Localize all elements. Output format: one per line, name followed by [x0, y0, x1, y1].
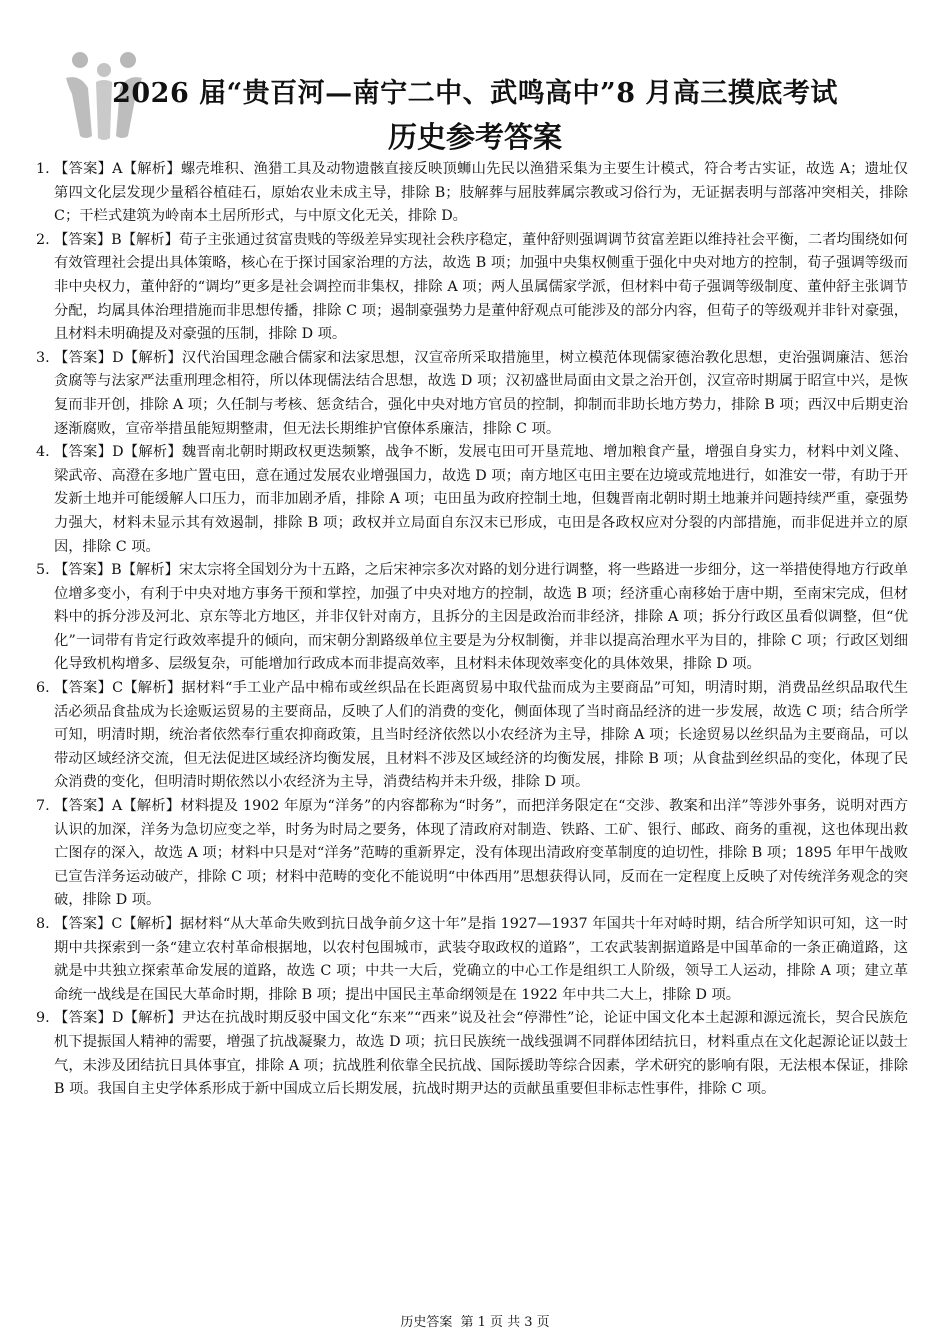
page-footer — [0, 1314, 950, 1332]
answer-text: 【答案】A【解析】螺壳堆积、渔猎工具及动物遗骸直接反映顶蛳山先民以渔猎采集为主要生计模式，符合考古实证，故选 A；遗址仅第四文化层发现少量稻谷植硅石，原始农业未成主导，排除 B；肢解葬与屈肢葬属宗教或习俗行为，无证据表明与部落冲突相关，排除 C；干栏式建筑为岭南本土居所形式，与中原文化无关，排除 D。 — [54, 161, 908, 225]
answer-number: 2. — [36, 231, 50, 248]
document-subtitle: 历史参考答案 — [387, 120, 562, 154]
footer-label: 历史答案 — [400, 1315, 453, 1330]
answer-number: 4. — [36, 444, 50, 461]
answer-text: 【答案】C【解析】据材料“从大革命失败到抗日战争前夕这十年”是指 1927—1937 年国共十年对峙时期，结合所学知识可知，这一时期中共探索到一条“建立农村革命根据地，以农村包围城市，武装夺取政权的道路”，工农武装割据道路是中国革命的一条正确道路，这就是中共独立探索革命发展的道路，故选 C 项；中共一大后，党确立的中心工作是组织工人阶级，领导工人运动，排除 A 项；建立革命统一战线是在国民大革命时期，排除 B 项；提出中国民主革命纲领是在 1922 年中共二大上，排除 D 项。 — [54, 916, 908, 1003]
answer-item — [36, 158, 908, 229]
answer-text: 【答案】D【解析】汉代治国理念融合儒家和法家思想，汉宣帝所采取措施里，树立模范体现儒家德治教化思想，吏治强调廉洁、惩治贪腐等与法家严法重刑理念相符，所以体现儒法结合思想，故选 D 项；汉初盛世局面由文景之治开创，汉宣帝时期属于昭宣中兴，是恢复而非开创，排除 A 项；久任制与考核、惩贪结合，强化中央对地方官员的控制，抑制而非助长地方势力，排除 B 项；西汉中后期吏治逐渐腐败，宣帝举措虽能短期整肃，但无法长期维护官僚体系廉洁，排除 C 项。 — [54, 349, 908, 437]
footer-page-number: 第 1 页 共 3 页 — [460, 1315, 550, 1330]
answer-item — [36, 677, 908, 795]
answer-item — [36, 441, 908, 559]
answer-item — [36, 229, 908, 347]
answer-item — [36, 795, 908, 913]
answer-number: 6. — [36, 680, 50, 697]
answer-number: 9. — [36, 1010, 50, 1027]
answer-number: 8. — [36, 916, 50, 932]
answer-item — [36, 913, 908, 1007]
answer-text: 【答案】D【解析】尹达在抗战时期反驳中国文化“东来”“西来”说及社会“停滞性”论，论证中国文化本土起源和源远流长，契合民族危机下提振国人精神的需要，增强了抗战凝聚力，故选 D 项；抗日民族统一战线强调不同群体团结抗日，材料重点在文化起源论证以鼓士气，未涉及团结抗日具体事宜，排除 A 项；抗战胜利依靠全民抗战、国际援助等综合因素，学术研究的影响有限，无法根本保证，排除 B 项。我国自主史学体系形成于新中国成立后长期发展，抗战时期尹达的贡献虽重要但非标志性事件，排除 C 项。 — [54, 1010, 908, 1098]
exam-title: 2026 届“贵百河—南宁二中、武鸣高中”8 月高三摸底考试 — [112, 78, 838, 109]
answer-item — [36, 1007, 908, 1101]
answer-number: 7. — [36, 798, 50, 815]
answer-item — [36, 347, 908, 441]
answer-text: 【答案】D【解析】魏晋南北朝时期政权更迭频繁，战争不断，发展屯田可开垦荒地、增加粮食产量，增强自身实力，材料中刘义隆、梁武帝、高澄在多地广置屯田，意在通过发展农业增强国力，故选 D 项；南方地区屯田主要在边境或荒地进行，如淮安一带，有助于开发新土地并可能缓解人口压力，而非加剧矛盾，排除 A 项；屯田虽为政府控制土地，但魏晋南北朝时期土地兼并问题持续严重，豪强势力强大，材料未显示其有效遏制，排除 B 项；政权并立局面自东汉末已形成，屯田是各政权应对分裂的内部措施，而非促进并立的原因，排除 C 项。 — [54, 444, 908, 555]
answer-text: 【答案】C【解析】据材料“手工业产品中棉布或丝织品在长距离贸易中取代盐而成为主要商品”可知，明清时期，消费品丝织品取代生活必须品食盐成为长途贩运贸易的主要商品，反映了人们的消费的变化，侧面体现了当时商品经济的进一步发展，故选 C 项；结合所学可知，明清时期，统治者依然奉行重农抑商政策，且当时经济依然以小农经济为主导，排除 A 项；长途贸易以丝织品为主要商品，可以带动区域经济交流，但无法促进区域经济均衡发展，且材料不涉及区域经济的均衡发展，排除 B 项；从食盐到丝织品的变化，体现了民众消费的变化，但明清时期依然以小农经济为主导，消费结构并未升级，排除 D 项。 — [54, 680, 908, 791]
answer-number: 3. — [36, 349, 50, 366]
answer-item — [36, 559, 908, 677]
answer-list — [36, 158, 908, 1102]
answer-text: 【答案】B【解析】宋太宗将全国划分为十五路，之后宋神宗多次对路的划分进行调整，将一些路进一步细分，这一举措使得地方行政单位增多变小，有利于中央对地方事务干预和掌控，加强了中央对地方的控制，故选 B 项；经济重心南移始于唐中期，至南宋完成，但材料中的拆分涉及河北、京东等北方地区，并非仅针对南方，且拆分的主因是政治而非经济，排除 A 项；拆分行政区虽看似调整，但“优化”一词带有肯定行政效率提升的倾向，而宋朝分割路级单位主要是为分权制衡，并非以提高治理水平为目的，排除 C 项；行政区划细化导致机构增多、层级复杂，可能增加行政成本而非提高效率，且材料未体现效率变化的具体效果，排除 D 项。 — [54, 562, 909, 673]
answer-text: 【答案】A【解析】材料提及 1902 年原为“洋务”的内容都称为“时务”，而把洋务限定在“交涉、教案和出洋”等涉外事务，说明对西方认识的加深，洋务为急切应变之举，时务为时局之要务，体现了清政府对制造、铁路、工矿、银行、邮政、商务的重视，这也体现出救亡图存的深入，故选 A 项；材料中只是对“洋务”范畴的重新界定，没有体现出清政府变革制度的迫切性，排除 B 项；1895 年甲午战败已宣告洋务运动破产，排除 C 项；材料中范畴的变化不能说明“中体西用”思想获得认同，反而在一定程度上反映了对传统洋务观念的突破，排除 D 项。 — [54, 798, 908, 909]
answer-number: 5. — [36, 562, 50, 579]
answer-number: 1. — [36, 161, 50, 177]
answer-text: 【答案】B【解析】荀子主张通过贫富贵贱的等级差异实现社会秩序稳定，董仲舒则强调调节贫富差距以维持社会平衡，二者均围绕如何有效管理社会提出具体策略，核心在于探讨国家治理的方法，故选 B 项；加强中央集权侧重于强化中央对地方的控制，荀子强调等级而非中央权力，董仲舒的“调均”更多是社会调控而非集权，排除 A 项；两人虽属儒家学派，但材料中荀子强调等级制度、董仲舒主张调节分配，均属具体治理措施而非思想传播，排除 C 项；遏制豪强势力是董仲舒观点可能涉及的部分内容，但荀子的等级观并非针对豪强，且材料未明确提及对豪强的压制，排除 D 项。 — [54, 231, 909, 343]
